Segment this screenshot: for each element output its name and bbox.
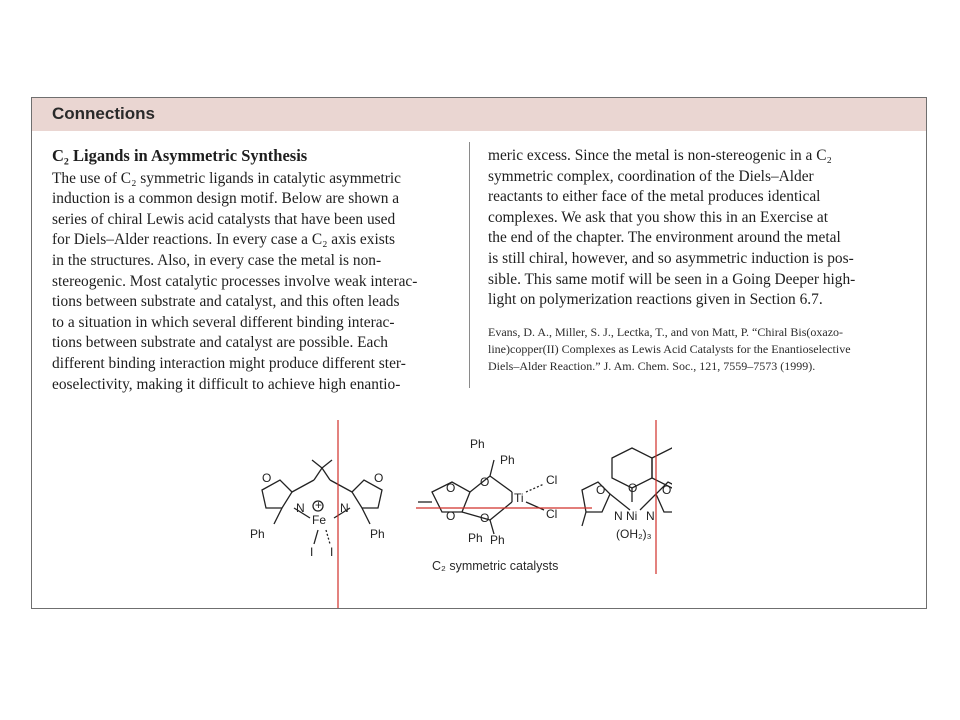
article-title: C₂ Ligands in Asymmetric Synthesis bbox=[52, 146, 308, 165]
right-column bbox=[488, 146, 906, 311]
label-fe: Fe bbox=[312, 513, 327, 527]
column-divider bbox=[469, 142, 470, 388]
label-ti: Ti bbox=[514, 491, 524, 505]
figure-caption: C₂ symmetric catalysts bbox=[432, 559, 559, 573]
citation-reference: Evans, D. A., Miller, S. J., Lectka, T., and von Matt, P. “Chiral Bis(oxazo- line)copper(II) Complexes as Lewis Acid Catalysts for the Enantioselective Diels–Alder Reaction.” J. Am. Chem. Soc., 121, 7559–7573 (1999). bbox=[488, 325, 851, 373]
label-iodide: I bbox=[310, 545, 314, 559]
label-ph: Ph bbox=[370, 527, 385, 541]
label-cl: Cl bbox=[546, 473, 558, 487]
label-n: N bbox=[340, 501, 349, 515]
label-o: O bbox=[662, 483, 672, 497]
label-o: O bbox=[446, 481, 456, 495]
right-paragraph: meric excess. Since the metal is non-stereogenic in a C₂ symmetric complex, coordination of the Diels–Alder reactants to either face of the metal produces identical complexes. We ask that you show this in an Exercise at the end of the chapter. The environment around the metal is still chiral, however, and so asymmetric induction is pos- sible. This same motif will be seen in a Going Deeper high- light on polymerization reactions given in Section 6.7. bbox=[488, 147, 856, 309]
label-cl: Cl bbox=[546, 507, 558, 521]
label-o: O bbox=[480, 475, 490, 489]
label-ph: Ph bbox=[468, 531, 483, 545]
label-iodide: I bbox=[330, 545, 334, 559]
label-n: N bbox=[646, 509, 655, 523]
label-o: O bbox=[446, 509, 456, 523]
catalyst-structures-figure bbox=[232, 420, 672, 610]
label-o: O bbox=[596, 483, 606, 497]
label-ph: Ph bbox=[490, 533, 505, 547]
section-header bbox=[32, 98, 926, 131]
label-o: O bbox=[480, 511, 490, 525]
label-o: O bbox=[628, 481, 638, 495]
label-water: (OH₂)₃ bbox=[616, 527, 652, 541]
label-o: O bbox=[374, 471, 384, 485]
connections-box bbox=[31, 97, 927, 609]
label-fe-charge: + bbox=[315, 498, 323, 512]
label-ph: Ph bbox=[470, 437, 485, 451]
label-n: N bbox=[296, 501, 305, 515]
label-o: O bbox=[262, 471, 272, 485]
label-n: N bbox=[614, 509, 623, 523]
label-ni: Ni bbox=[626, 509, 638, 523]
label-ph: Ph bbox=[500, 453, 515, 467]
section-title: Connections bbox=[52, 104, 155, 123]
left-column bbox=[52, 146, 482, 395]
left-paragraph: The use of C₂ symmetric ligands in catalytic asymmetric induction is a common design motif. Below are shown a series of chiral Lewis acid catalysts that have been used for Diels–Alder reactions. In every case a C₂ axis exists in the structures. Also, in every case the metal is non- stereogenic. Most catalytic processes involve weak interac- tions between substrate and catalyst, and this often leads to a situation in which several different binding interac- tions between substrate and catalyst are possible. Each different binding interaction might produce different ster- eoselectivity, making it difficult to achieve high enantio- bbox=[52, 169, 418, 393]
label-ph: Ph bbox=[250, 527, 265, 541]
